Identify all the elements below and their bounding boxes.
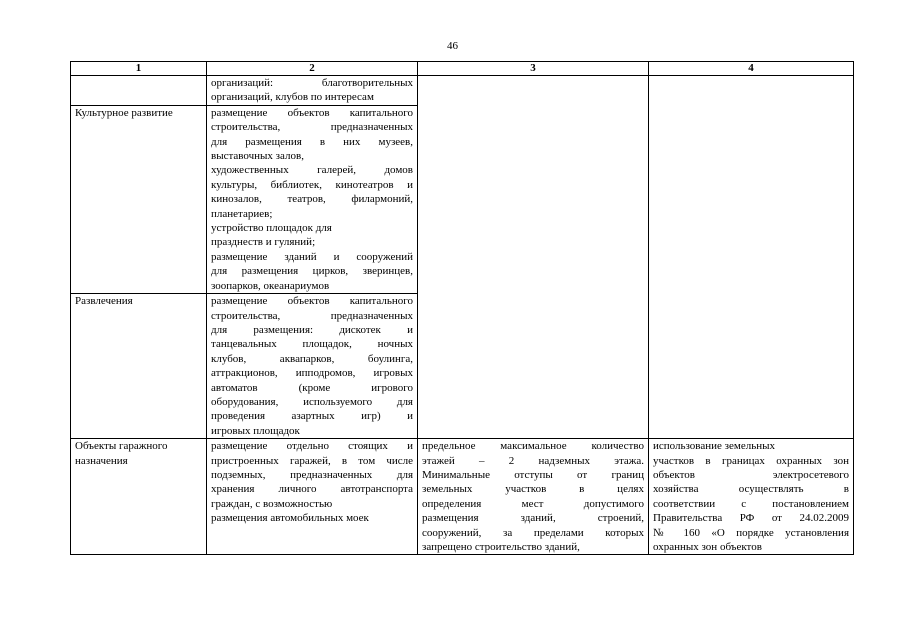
- cell-line: устройство площадок для: [211, 222, 332, 235]
- cell-line: участков в границах охранных зон: [653, 454, 849, 467]
- row-0-type: [71, 76, 207, 106]
- cell-line: проведения азартных игр) и: [211, 410, 413, 423]
- row-2-description: [207, 294, 418, 439]
- cell-line: оборудования, используемого для: [211, 395, 413, 408]
- row-1-description: [207, 105, 418, 293]
- cell-line: этажей – 2 надземных этажа.: [422, 454, 644, 467]
- cell-line: игровых площадок: [211, 424, 300, 437]
- cell-line: Минимальные отступы от границ: [422, 468, 644, 481]
- header-col-4: 4: [649, 62, 854, 76]
- regulations-table: [70, 61, 854, 555]
- cell-line: выставочных залов,: [211, 150, 304, 163]
- cell-line: запрещено строительство зданий,: [422, 541, 580, 553]
- cell-line: земельных участков в целях: [422, 483, 644, 496]
- cell-line: размещение объектов капитального: [211, 295, 413, 308]
- cell-line: для размещения: дискотек и: [211, 323, 413, 336]
- cell-line: размещения зданий, строений,: [422, 512, 644, 525]
- cell-line: кинозалов, театров, филармоний,: [211, 193, 413, 206]
- header-col-1: 1: [71, 62, 207, 76]
- cell-line: автоматов (кроме игрового: [211, 381, 413, 394]
- cell-line: художественных галерей, домов: [211, 164, 413, 177]
- cell-line: использование земельных: [653, 440, 775, 453]
- cell-line: хранения личного автотранспорта: [211, 483, 413, 496]
- cell-line: Правительства РФ от 24.02.2009: [653, 512, 849, 525]
- cell-line: для размещения цирков, зверинцев,: [211, 265, 413, 278]
- cell-line: хозяйства осуществлять в: [653, 483, 849, 496]
- cell-line: размещение отдельно стоящих и: [211, 440, 413, 453]
- cell-line: для размещения в них музеев,: [211, 135, 413, 148]
- row-1-3-restrictions-empty: [649, 76, 854, 439]
- cell-line: соответствии с постановлением: [653, 497, 849, 510]
- table-row: [71, 439, 854, 555]
- cell-line: предельное максимальное количество: [422, 440, 644, 453]
- cell-line: аттракционов, ипподромов, игровых: [211, 367, 413, 380]
- table-row: [71, 76, 854, 106]
- cell-line: размещения автомобильных моек: [211, 512, 369, 525]
- cell-line: клубов, аквапарков, боулинга,: [211, 352, 413, 365]
- header-col-2: 2: [207, 62, 418, 76]
- header-col-3: 3: [418, 62, 649, 76]
- cell-line: граждан, с возможностью: [211, 497, 333, 510]
- cell-line: организаций, клубов по интересам: [211, 91, 374, 104]
- cell-line: подземных, предназначенных для: [211, 468, 413, 481]
- row-3-description: [207, 439, 418, 555]
- cell-line: организаций: благотворительных: [211, 77, 413, 89]
- row-1-3-params-empty: [418, 76, 649, 439]
- row-0-description: [207, 76, 418, 106]
- table-header-row: [71, 62, 854, 76]
- cell-line: строительства, предназначенных: [211, 309, 413, 322]
- cell-line: объектов электросетевого: [653, 468, 849, 481]
- cell-line: размещение объектов капитального: [211, 106, 413, 119]
- cell-line: строительства, предназначенных: [211, 121, 413, 134]
- row-3-type: Объекты гаражного назначения: [71, 439, 207, 555]
- cell-line: пристроенных гаражей, в том числе: [211, 454, 413, 467]
- cell-line: планетариев;: [211, 207, 273, 220]
- cell-line: определения мест допустимого: [422, 497, 644, 510]
- cell-line: охранных зон объектов: [653, 541, 762, 553]
- cell-line: танцевальных площадок, ночных: [211, 338, 413, 351]
- row-1-type: Культурное развитие: [71, 105, 207, 293]
- cell-line: размещение зданий и сооружений: [211, 250, 413, 263]
- row-3-restrictions: [649, 439, 854, 555]
- cell-line: зоопарков, океанариумов: [211, 279, 330, 292]
- cell-line: празднеств и гуляний;: [211, 236, 316, 249]
- cell-line: культуры, библиотек, кинотеатров и: [211, 178, 413, 191]
- page-number: 46: [447, 40, 458, 52]
- row-3-parameters: [418, 439, 649, 555]
- row-2-type: Развлечения: [71, 294, 207, 439]
- cell-line: № 160 «О порядке установления: [653, 526, 849, 539]
- cell-line: сооружений, за пределами которых: [422, 526, 644, 539]
